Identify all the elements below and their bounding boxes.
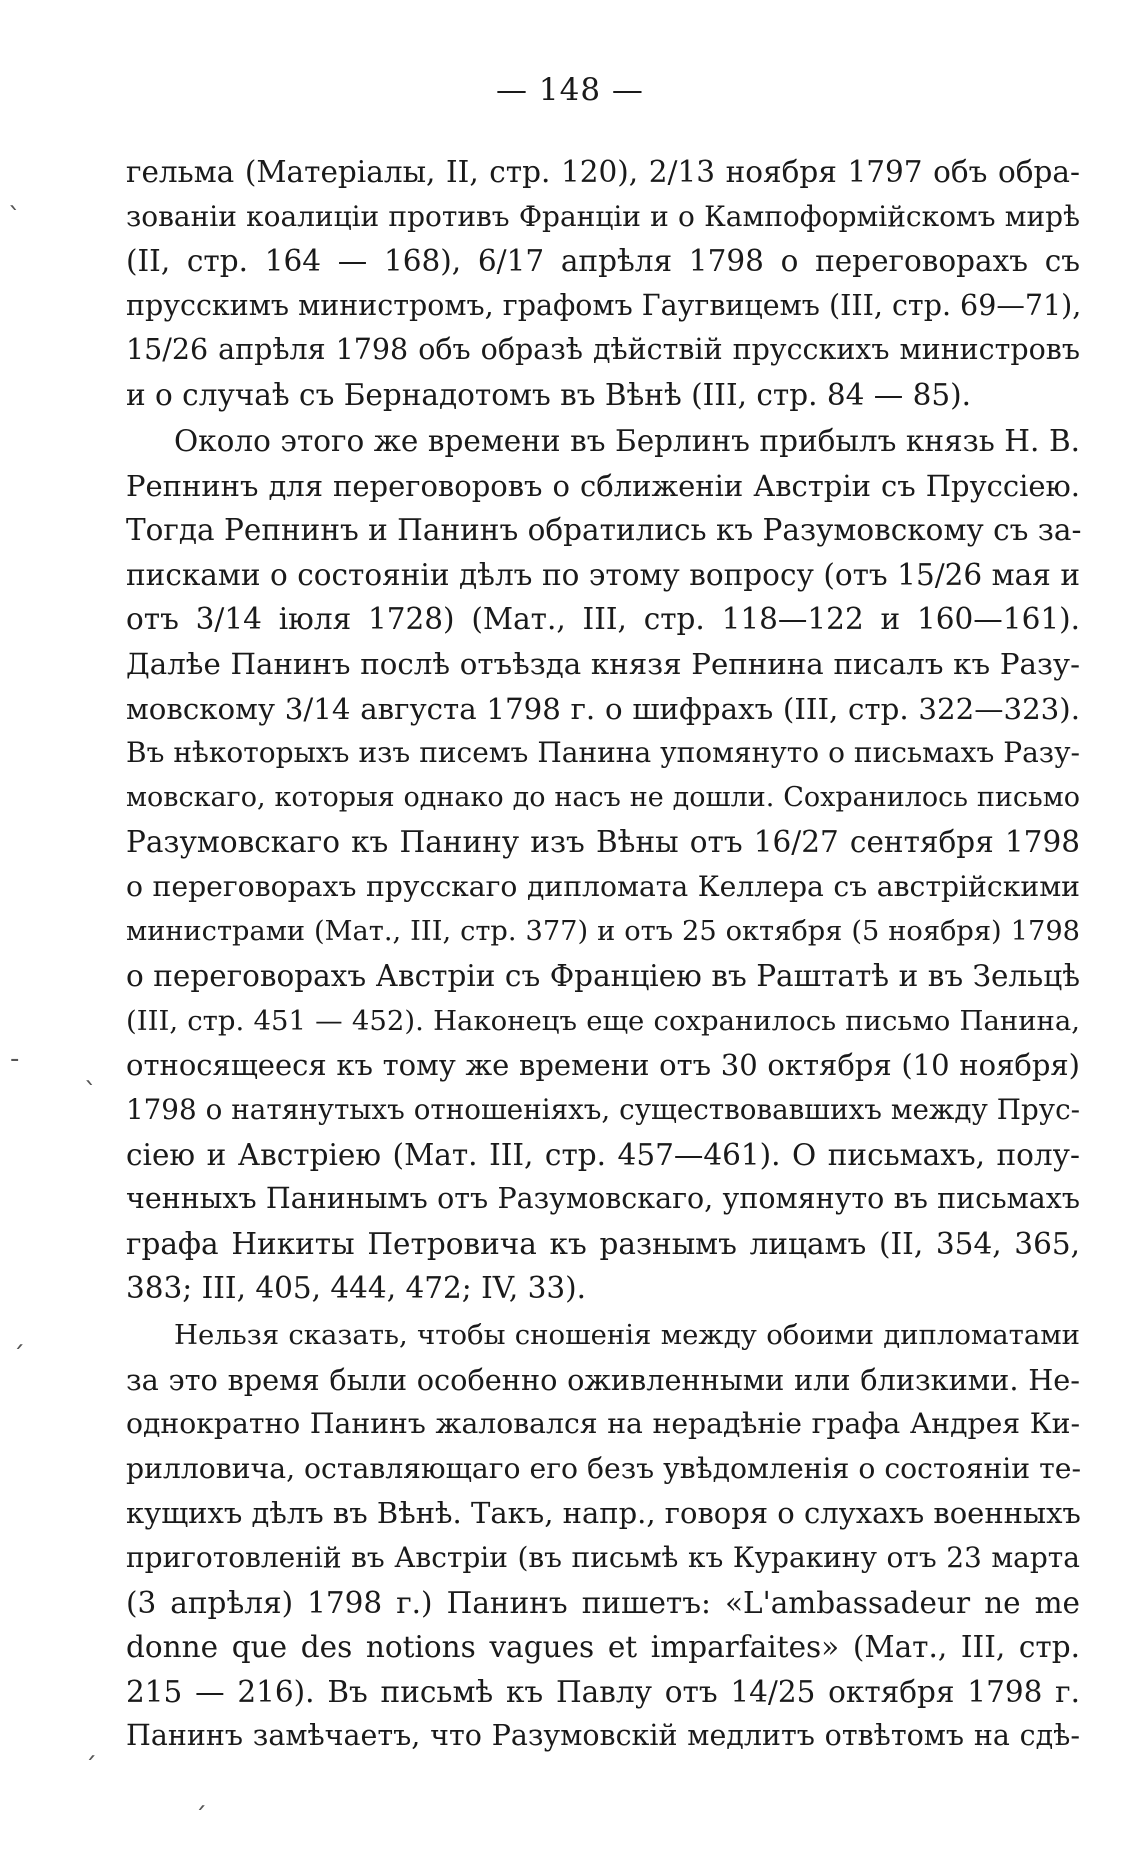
text-line: зованіи коалиціи противъ Франціи и о Кампоформійскомъ мирѣ <box>126 199 1080 233</box>
margin-mark: ˋ <box>8 203 21 233</box>
text-line: сіею и Австріею (Мат. III, стр. 457—461). О письмахъ, полу- <box>126 1137 1080 1172</box>
text-line: графа Никиты Петровича къ разнымъ лицамъ (II, 354, 365, <box>126 1226 1080 1261</box>
text-line: Въ нѣкоторыхъ изъ писемъ Панина упомянуто о письмахъ Разу- <box>126 736 1080 770</box>
margin-mark: ˊ <box>12 1342 25 1372</box>
text-line: прусскимъ министромъ, графомъ Гаугвицемъ (III, стр. 69—71), <box>126 288 1082 322</box>
paragraph-3 <box>126 1313 1080 1759</box>
margin-mark: ˊ <box>194 1803 207 1833</box>
text-line: гельма (Матеріалы, II, стр. 120), 2/13 ноября 1797 объ обра- <box>126 155 1080 189</box>
paragraph-1 <box>126 150 1080 418</box>
text-line: Панинъ замѣчаетъ, что Разумовскій медлитъ отвѣтомъ на сдѣ- <box>126 1719 1080 1753</box>
text-line: 15/26 апрѣля 1798 объ образѣ дѣйствій прусскихъ министровъ <box>126 333 1080 367</box>
text-line: Около этого же времени въ Берлинъ прибылъ князь Н. В. <box>174 424 1080 458</box>
margin-mark: ˋ <box>84 1078 97 1108</box>
text-line: Далѣе Панинъ послѣ отъѣзда князя Репнина писалъ къ Разу- <box>126 646 1080 681</box>
text-line: 1798 о натянутыхъ отношеніяхъ, существовавшихъ между Прус- <box>126 1092 1080 1126</box>
text-line: приготовленій въ Австріи (въ письмѣ къ Куракину отъ 23 марта <box>126 1540 1080 1574</box>
page-number: — 148 — <box>496 72 644 108</box>
text-line: Нельзя сказать, чтобы сношенія между обоими дипломатами <box>174 1319 1080 1351</box>
text-line: кущихъ дѣлъ въ Вѣнѣ. Такъ, напр., говоря о слухахъ военныхъ <box>126 1496 1081 1531</box>
text-line: donne que des notions vagues et imparfaites» (Мат., III, стр. <box>126 1630 1080 1665</box>
margin-mark: - <box>10 1044 20 1074</box>
text-line: (3 апрѣля) 1798 г.) Панинъ пишетъ: «L'ambassadeur ne me <box>126 1585 1080 1620</box>
text-line: мовскаго, которыя однако до насъ не дошли. Сохранилось письмо <box>126 781 1080 813</box>
text-line: писками о состояніи дѣлъ по этому вопросу (отъ 15/26 мая и <box>126 557 1080 592</box>
text-line: ченныхъ Панинымъ отъ Разумовскаго, упомянуто въ письмахъ <box>126 1182 1080 1216</box>
text-line: мовскому 3/14 августа 1798 г. о шифрахъ (III, стр. 322—323). <box>126 691 1080 726</box>
text-line: Разумовскаго къ Панину изъ Вѣны отъ 16/27 сентября 1798 <box>126 825 1080 860</box>
text-line: Тогда Репнинъ и Панинъ обратились къ Разумовскому съ за- <box>126 513 1082 548</box>
text-line: рилловича, оставляющаго его безъ увѣдомленія о состояніи те- <box>126 1451 1082 1485</box>
text-line: о переговорахъ прусскаго дипломата Келлера съ австрійскими <box>126 869 1080 903</box>
text-line: 215 — 216). Въ письмѣ къ Павлу отъ 14/25 октября 1798 г. <box>126 1674 1080 1709</box>
paragraph-2 <box>126 419 1080 1311</box>
text-line: и о случаѣ съ Бернадотомъ въ Вѣнѣ (III, стр. 84 — 85). <box>126 377 972 412</box>
text-line: относящееся къ тому же времени отъ 30 октября (10 ноября) <box>126 1048 1080 1083</box>
text-line: однократно Панинъ жаловался на нерадѣніе графа Андрея Ки- <box>126 1407 1080 1441</box>
text-line: 383; III, 405, 444, 472; IV, 33). <box>126 1271 587 1306</box>
text-line: министрами (Мат., III, стр. 377) и отъ 25 октября (5 ноября) 1798 <box>126 915 1080 947</box>
text-line: отъ 3/14 іюля 1728) (Мат., III, стр. 118—122 и 160—161). <box>126 602 1080 637</box>
margin-mark: ˊ <box>84 1753 97 1783</box>
text-line: о переговорахъ Австріи съ Франціею въ Раштатѣ и въ Зельцѣ <box>126 959 1080 994</box>
text-line: (III, стр. 451 — 452). Наконецъ еще сохранилось письмо Панина, <box>126 1004 1080 1037</box>
text-line: (II, стр. 164 — 168), 6/17 апрѣля 1798 о переговорахъ съ <box>126 244 1080 279</box>
text-line: за это время были особенно оживленными или близкими. Не- <box>126 1362 1080 1397</box>
text-line: Репнинъ для переговоровъ о сближеніи Австріи съ Пруссіею. <box>126 468 1080 503</box>
